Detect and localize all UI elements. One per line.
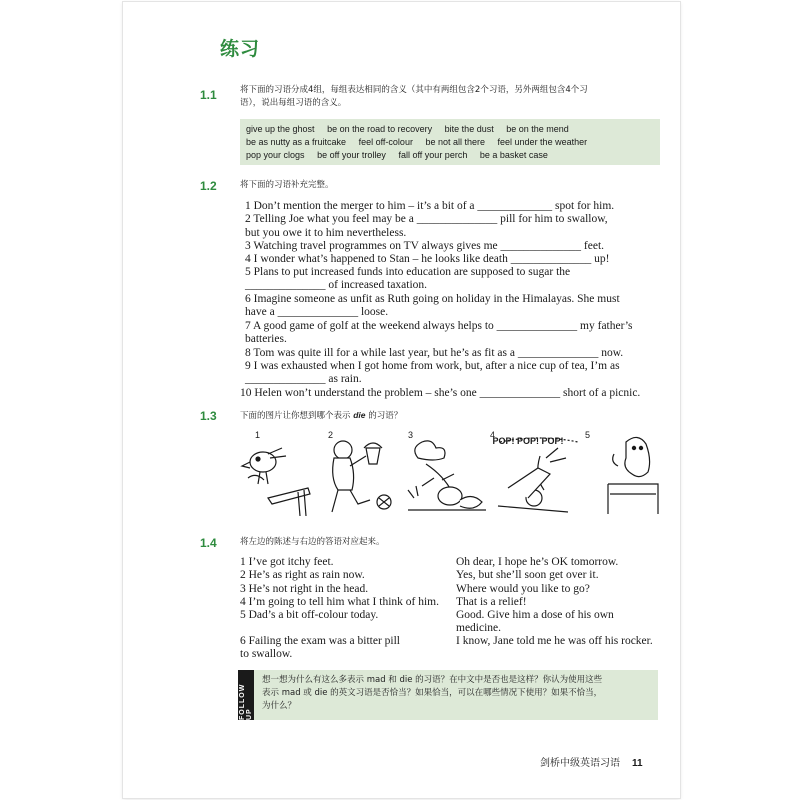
response: Good. Give him a dose of his own xyxy=(456,609,614,621)
idiom: bite the dust xyxy=(444,124,494,134)
exercise-line: ______________ as rain. xyxy=(245,373,362,385)
picture-number: 1 xyxy=(255,430,261,440)
section-number-1-1: 1.1 xyxy=(200,88,217,102)
follow-up-tag: FOLLOW UP xyxy=(238,670,254,720)
section-number-1-4: 1.4 xyxy=(200,536,217,550)
instruction-1-4: 将左边的陈述与右边的答语对应起来。 xyxy=(240,537,385,547)
idiom: be on the road to recovery xyxy=(327,124,433,134)
statement: 2 He’s as right as rain now. xyxy=(240,569,365,581)
instruction-1-1-line2: 语），说出每组习语的含义。 xyxy=(240,98,347,108)
idiom-row-3 xyxy=(246,149,654,162)
follow-up-line2: 表示 mad 或 die 的英文习语是否恰当？如果恰当，可以在哪些情况下使用？如果不恰当， xyxy=(262,688,603,698)
instruction-1-1 xyxy=(240,84,655,110)
section-number-1-3: 1.3 xyxy=(200,409,217,423)
response: Where would you like to go? xyxy=(456,583,590,595)
idiom: be on the mend xyxy=(506,124,569,134)
idiom-row-2 xyxy=(246,136,654,149)
cartoon-bite-dust xyxy=(408,441,486,510)
exercise-line: 8 Tom was quite ill for a while last year, but he’s as fit as a ______________ now. xyxy=(245,347,624,359)
page-footer xyxy=(540,754,643,769)
exercise-line: ______________ of increased taxation. xyxy=(245,279,428,291)
picture-number: 5 xyxy=(585,430,591,440)
picture-number: 3 xyxy=(408,430,414,440)
page-title: 练习 xyxy=(220,38,261,60)
follow-up-line3: 为什么？ xyxy=(262,701,297,711)
response: Oh dear, I hope he’s OK tomorrow. xyxy=(456,556,619,568)
idiom: pop your clogs xyxy=(246,150,305,160)
response: Yes, but she’ll soon get over it. xyxy=(456,569,599,581)
statement: 5 Dad’s a bit off-colour today. xyxy=(240,609,379,621)
idiom-row-1 xyxy=(246,123,654,136)
exercise-line: but you owe it to him nevertheless. xyxy=(245,227,407,239)
instruction-1-3-pre: 下面的图片让你想到哪个表示 xyxy=(240,411,354,421)
response: I know, Jane told me he was off his rocker. xyxy=(456,635,653,647)
cartoon-bird-falling xyxy=(242,448,310,516)
idiom: feel off-colour xyxy=(358,137,413,147)
idiom: feel under the weather xyxy=(497,137,588,147)
response: medicine. xyxy=(456,622,502,634)
idiom: be as nutty as a fruitcake xyxy=(246,137,347,147)
statement: 4 I’m going to tell him what I think of him. xyxy=(240,596,439,608)
cartoon-kick-bucket xyxy=(332,441,391,512)
exercise-line: 7 A good game of golf at the weekend always helps to ______________ my father’s xyxy=(245,320,633,332)
exercise-line: have a ______________ loose. xyxy=(245,306,389,318)
page-number: 11 xyxy=(632,758,643,769)
statement: 3 He’s not right in the head. xyxy=(240,583,369,595)
idiom: be off your trolley xyxy=(317,150,386,160)
follow-up-line1: 想一想为什么有这么多表示 mad 和 die 的习语？在中文中是否也是这样？你认为使用这些 xyxy=(262,675,603,685)
idiom: fall off your perch xyxy=(398,150,468,160)
response: That is a relief! xyxy=(456,596,527,608)
exercise-line: 6 Imagine someone as unfit as Ruth going on holiday in the Himalayas. She must xyxy=(245,293,620,305)
book-title: 剑桥中级英语习语 xyxy=(540,758,620,769)
cartoon-drawings xyxy=(238,428,660,518)
exercise-line: 9 I was exhausted when I got home from work, but, after a nice cup of tea, I’m as xyxy=(245,360,620,372)
idiom-box xyxy=(240,119,660,165)
cartoon-give-up-ghost xyxy=(608,437,658,514)
instruction-1-1-line1: 将下面的习语分成4组，每组表达相同的含义（其中有两组包含2个习语，另外两组包含4个习 xyxy=(240,85,588,95)
cartoon-strip xyxy=(238,428,660,518)
exercise-line: 4 I wonder what’s happened to Stan – he looks like death ______________ up! xyxy=(245,253,610,265)
idiom: be not all there xyxy=(425,137,486,147)
instruction-1-2: 将下面的习语补充完整。 xyxy=(240,180,334,190)
idiom: be a basket case xyxy=(479,150,548,160)
exercise-line: 1 Don’t mention the merger to him – it’s a bit of a _____________ spot for him. xyxy=(245,200,615,212)
idiom: give up the ghost xyxy=(246,124,315,134)
exercise-line: 3 Watching travel programmes on TV always gives me ______________ feet. xyxy=(245,240,605,252)
instruction-1-3-emphasis: die xyxy=(353,410,366,420)
pop-text: POP! POP! POP! xyxy=(492,436,564,446)
instruction-1-3 xyxy=(240,409,655,423)
cartoon-pop-clogs xyxy=(498,438,578,512)
follow-up-text xyxy=(262,674,654,713)
statement: to swallow. xyxy=(240,648,293,660)
exercise-line: 2 Telling Joe what you feel may be a ______________ pill for him to swallow, xyxy=(245,213,608,225)
exercise-line: 10 Helen won’t understand the problem – she’s one ______________ short of a picnic. xyxy=(240,387,641,399)
picture-number: 2 xyxy=(328,430,334,440)
instruction-1-3-post: 的习语？ xyxy=(365,411,403,421)
statement: 6 Failing the exam was a bitter pill xyxy=(240,635,401,647)
picture-number: 4 xyxy=(490,430,496,440)
statement: 1 I’ve got itchy feet. xyxy=(240,556,334,568)
exercise-line: batteries. xyxy=(245,333,287,345)
section-number-1-2: 1.2 xyxy=(200,179,217,193)
exercise-line: 5 Plans to put increased funds into education are supposed to sugar the xyxy=(245,266,571,278)
